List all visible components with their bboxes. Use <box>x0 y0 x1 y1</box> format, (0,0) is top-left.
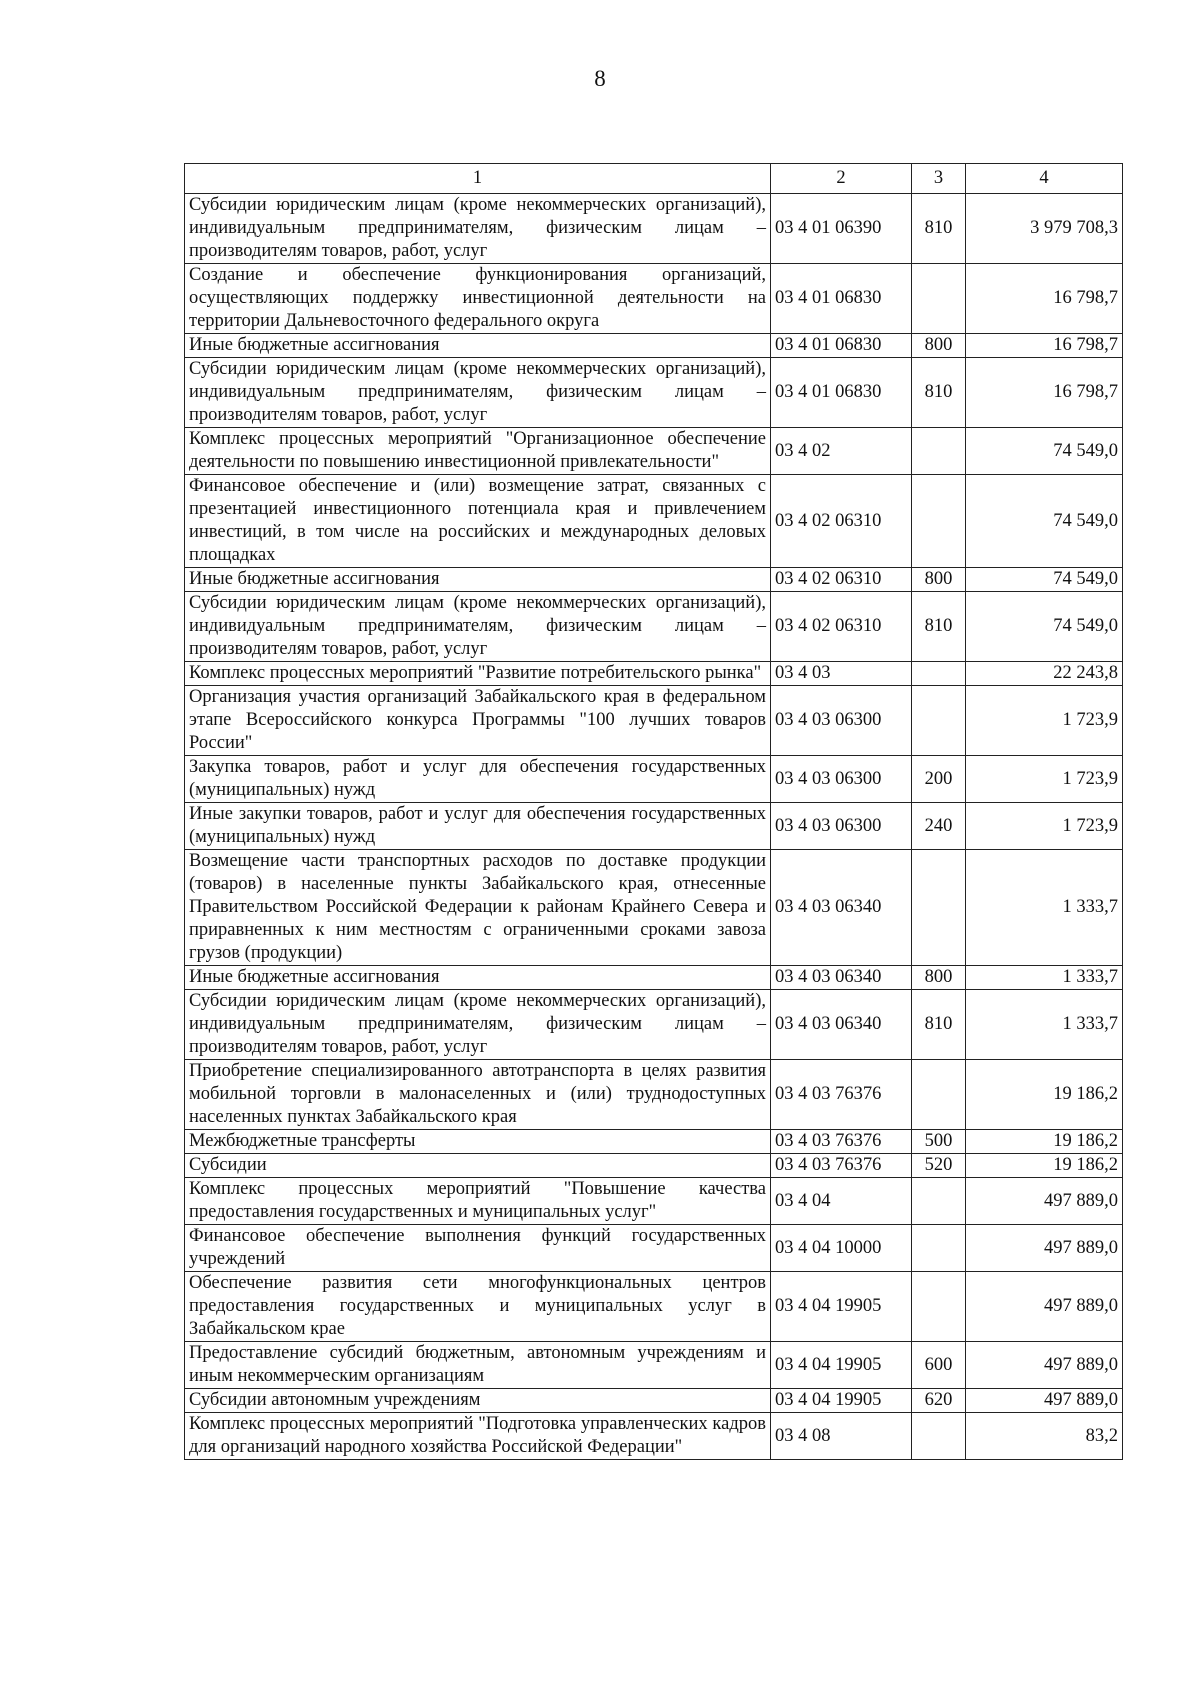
expense-type: 520 <box>912 1154 966 1178</box>
expense-type <box>912 1060 966 1130</box>
item-code: 03 4 01 06830 <box>771 334 912 358</box>
item-code: 03 4 03 76376 <box>771 1130 912 1154</box>
table-row <box>185 475 1123 568</box>
item-amount: 1 333,7 <box>966 990 1123 1060</box>
table-row <box>185 264 1123 334</box>
item-code: 03 4 01 06830 <box>771 264 912 334</box>
item-name: Субсидии юридическим лицам (кроме некоммерческих организаций), индивидуальным предпринимателям, физическим лицам – производителям товаров, работ, услуг <box>185 990 771 1060</box>
item-amount: 83,2 <box>966 1413 1123 1460</box>
item-amount: 497 889,0 <box>966 1272 1123 1342</box>
item-name: Иные бюджетные ассигнования <box>185 334 771 358</box>
item-name: Субсидии <box>185 1154 771 1178</box>
item-code: 03 4 03 <box>771 662 912 686</box>
item-amount: 16 798,7 <box>966 334 1123 358</box>
expense-type <box>912 1178 966 1225</box>
item-name: Финансовое обеспечение и (или) возмещение затрат, связанных с презентацией инвестиционного потенциала края и привлечением инвестиций, в том числе на российских и международных деловых площадках <box>185 475 771 568</box>
expense-type <box>912 686 966 756</box>
item-amount: 497 889,0 <box>966 1389 1123 1413</box>
item-amount: 22 243,8 <box>966 662 1123 686</box>
item-name: Иные бюджетные ассигнования <box>185 966 771 990</box>
table-row <box>185 568 1123 592</box>
expense-type: 810 <box>912 358 966 428</box>
item-code: 03 4 04 10000 <box>771 1225 912 1272</box>
item-code: 03 4 03 06340 <box>771 990 912 1060</box>
item-name: Комплекс процессных мероприятий "Подготовка управленческих кадров для организаций народного хозяйства Российской Федерации" <box>185 1413 771 1460</box>
expense-type <box>912 1413 966 1460</box>
item-name: Субсидии автономным учреждениям <box>185 1389 771 1413</box>
table-row <box>185 850 1123 966</box>
item-code: 03 4 03 06300 <box>771 756 912 803</box>
expense-type: 810 <box>912 194 966 264</box>
item-name: Межбюджетные трансферты <box>185 1130 771 1154</box>
table-row <box>185 686 1123 756</box>
item-code: 03 4 01 06830 <box>771 358 912 428</box>
table-row <box>185 1130 1123 1154</box>
item-name: Субсидии юридическим лицам (кроме некоммерческих организаций), индивидуальным предпринимателям, физическим лицам – производителям товаров, работ, услуг <box>185 592 771 662</box>
expense-type: 800 <box>912 334 966 358</box>
item-code: 03 4 04 <box>771 1178 912 1225</box>
item-code: 03 4 04 19905 <box>771 1342 912 1389</box>
item-amount: 1 723,9 <box>966 756 1123 803</box>
item-amount: 74 549,0 <box>966 568 1123 592</box>
expense-type <box>912 264 966 334</box>
item-amount: 3 979 708,3 <box>966 194 1123 264</box>
item-name: Субсидии юридическим лицам (кроме некоммерческих организаций), индивидуальным предпринимателям, физическим лицам – производителям товаров, работ, услуг <box>185 194 771 264</box>
item-name: Обеспечение развития сети многофункциональных центров предоставления государственных и муниципальных услуг в Забайкальском крае <box>185 1272 771 1342</box>
item-code: 03 4 04 19905 <box>771 1272 912 1342</box>
expense-type <box>912 475 966 568</box>
item-code: 03 4 03 76376 <box>771 1060 912 1130</box>
item-name: Приобретение специализированного автотранспорта в целях развития мобильной торговли в малонаселенных и (или) труднодоступных населенных пунктах Забайкальского края <box>185 1060 771 1130</box>
item-amount: 1 333,7 <box>966 850 1123 966</box>
item-amount: 19 186,2 <box>966 1154 1123 1178</box>
expense-type: 200 <box>912 756 966 803</box>
expense-type <box>912 850 966 966</box>
item-amount: 19 186,2 <box>966 1130 1123 1154</box>
item-code: 03 4 03 06300 <box>771 686 912 756</box>
column-header-3: 3 <box>912 164 966 194</box>
table-row <box>185 662 1123 686</box>
item-name: Иные закупки товаров, работ и услуг для обеспечения государственных (муниципальных) нужд <box>185 803 771 850</box>
item-name: Организация участия организаций Забайкальского края в федеральном этапе Всероссийского конкурса Программы "100 лучших товаров России" <box>185 686 771 756</box>
header-row <box>185 164 1123 194</box>
column-header-2: 2 <box>771 164 912 194</box>
column-header-1: 1 <box>185 164 771 194</box>
table-row <box>185 1272 1123 1342</box>
expense-type: 810 <box>912 990 966 1060</box>
item-code: 03 4 03 76376 <box>771 1154 912 1178</box>
item-name: Комплекс процессных мероприятий "Повышение качества предоставления государственных и муниципальных услуг" <box>185 1178 771 1225</box>
expense-type <box>912 662 966 686</box>
item-amount: 497 889,0 <box>966 1342 1123 1389</box>
item-code: 03 4 01 06390 <box>771 194 912 264</box>
table-row <box>185 990 1123 1060</box>
item-name: Комплекс процессных мероприятий "Организационное обеспечение деятельности по повышению инвестиционной привлекательности" <box>185 428 771 475</box>
item-amount: 497 889,0 <box>966 1225 1123 1272</box>
table-row <box>185 1389 1123 1413</box>
item-amount: 16 798,7 <box>966 358 1123 428</box>
expense-type <box>912 428 966 475</box>
expense-type: 800 <box>912 966 966 990</box>
item-name: Закупка товаров, работ и услуг для обеспечения государственных (муниципальных) нужд <box>185 756 771 803</box>
item-code: 03 4 04 19905 <box>771 1389 912 1413</box>
expense-type: 240 <box>912 803 966 850</box>
item-amount: 497 889,0 <box>966 1178 1123 1225</box>
item-name: Предоставление субсидий бюджетным, автономным учреждениям и иным некоммерческим организациям <box>185 1342 771 1389</box>
item-name: Иные бюджетные ассигнования <box>185 568 771 592</box>
item-name: Финансовое обеспечение выполнения функций государственных учреждений <box>185 1225 771 1272</box>
item-amount: 1 333,7 <box>966 966 1123 990</box>
item-amount: 1 723,9 <box>966 803 1123 850</box>
item-name: Возмещение части транспортных расходов по доставке продукции (товаров) в населенные пункты Забайкальского края, отнесенные Правительством Российской Федерации к районам Крайнего Севера и приравненных к ним местностям с ограниченными сроками завоза грузов (продукции) <box>185 850 771 966</box>
table-row <box>185 334 1123 358</box>
item-amount: 19 186,2 <box>966 1060 1123 1130</box>
table-row <box>185 1178 1123 1225</box>
item-amount: 74 549,0 <box>966 428 1123 475</box>
item-amount: 1 723,9 <box>966 686 1123 756</box>
expense-type: 810 <box>912 592 966 662</box>
item-code: 03 4 03 06340 <box>771 850 912 966</box>
item-code: 03 4 02 06310 <box>771 592 912 662</box>
item-code: 03 4 02 06310 <box>771 475 912 568</box>
table-row <box>185 358 1123 428</box>
item-amount: 16 798,7 <box>966 264 1123 334</box>
item-code: 03 4 08 <box>771 1413 912 1460</box>
item-code: 03 4 02 06310 <box>771 568 912 592</box>
page-number: 8 <box>594 66 606 91</box>
item-amount: 74 549,0 <box>966 592 1123 662</box>
table-row <box>185 1342 1123 1389</box>
item-name: Комплекс процессных мероприятий "Развитие потребительского рынка" <box>185 662 771 686</box>
item-code: 03 4 03 06340 <box>771 966 912 990</box>
expense-type: 800 <box>912 568 966 592</box>
table-row <box>185 592 1123 662</box>
expense-type: 620 <box>912 1389 966 1413</box>
table-row <box>185 803 1123 850</box>
expense-type: 600 <box>912 1342 966 1389</box>
table-row <box>185 1225 1123 1272</box>
expense-type: 500 <box>912 1130 966 1154</box>
budget-table <box>184 163 1123 1460</box>
table-row <box>185 756 1123 803</box>
table-row <box>185 1413 1123 1460</box>
table-row <box>185 1060 1123 1130</box>
item-code: 03 4 02 <box>771 428 912 475</box>
expense-type <box>912 1272 966 1342</box>
item-name: Субсидии юридическим лицам (кроме некоммерческих организаций), индивидуальным предпринимателям, физическим лицам – производителям товаров, работ, услуг <box>185 358 771 428</box>
table-body <box>185 194 1123 1460</box>
table-row <box>185 194 1123 264</box>
table-row <box>185 428 1123 475</box>
column-header-4: 4 <box>966 164 1123 194</box>
item-name: Создание и обеспечение функционирования организаций, осуществляющих поддержку инвестиционной деятельности на территории Дальневосточного федерального округа <box>185 264 771 334</box>
expense-type <box>912 1225 966 1272</box>
item-code: 03 4 03 06300 <box>771 803 912 850</box>
item-amount: 74 549,0 <box>966 475 1123 568</box>
table-row <box>185 966 1123 990</box>
table-row <box>185 1154 1123 1178</box>
